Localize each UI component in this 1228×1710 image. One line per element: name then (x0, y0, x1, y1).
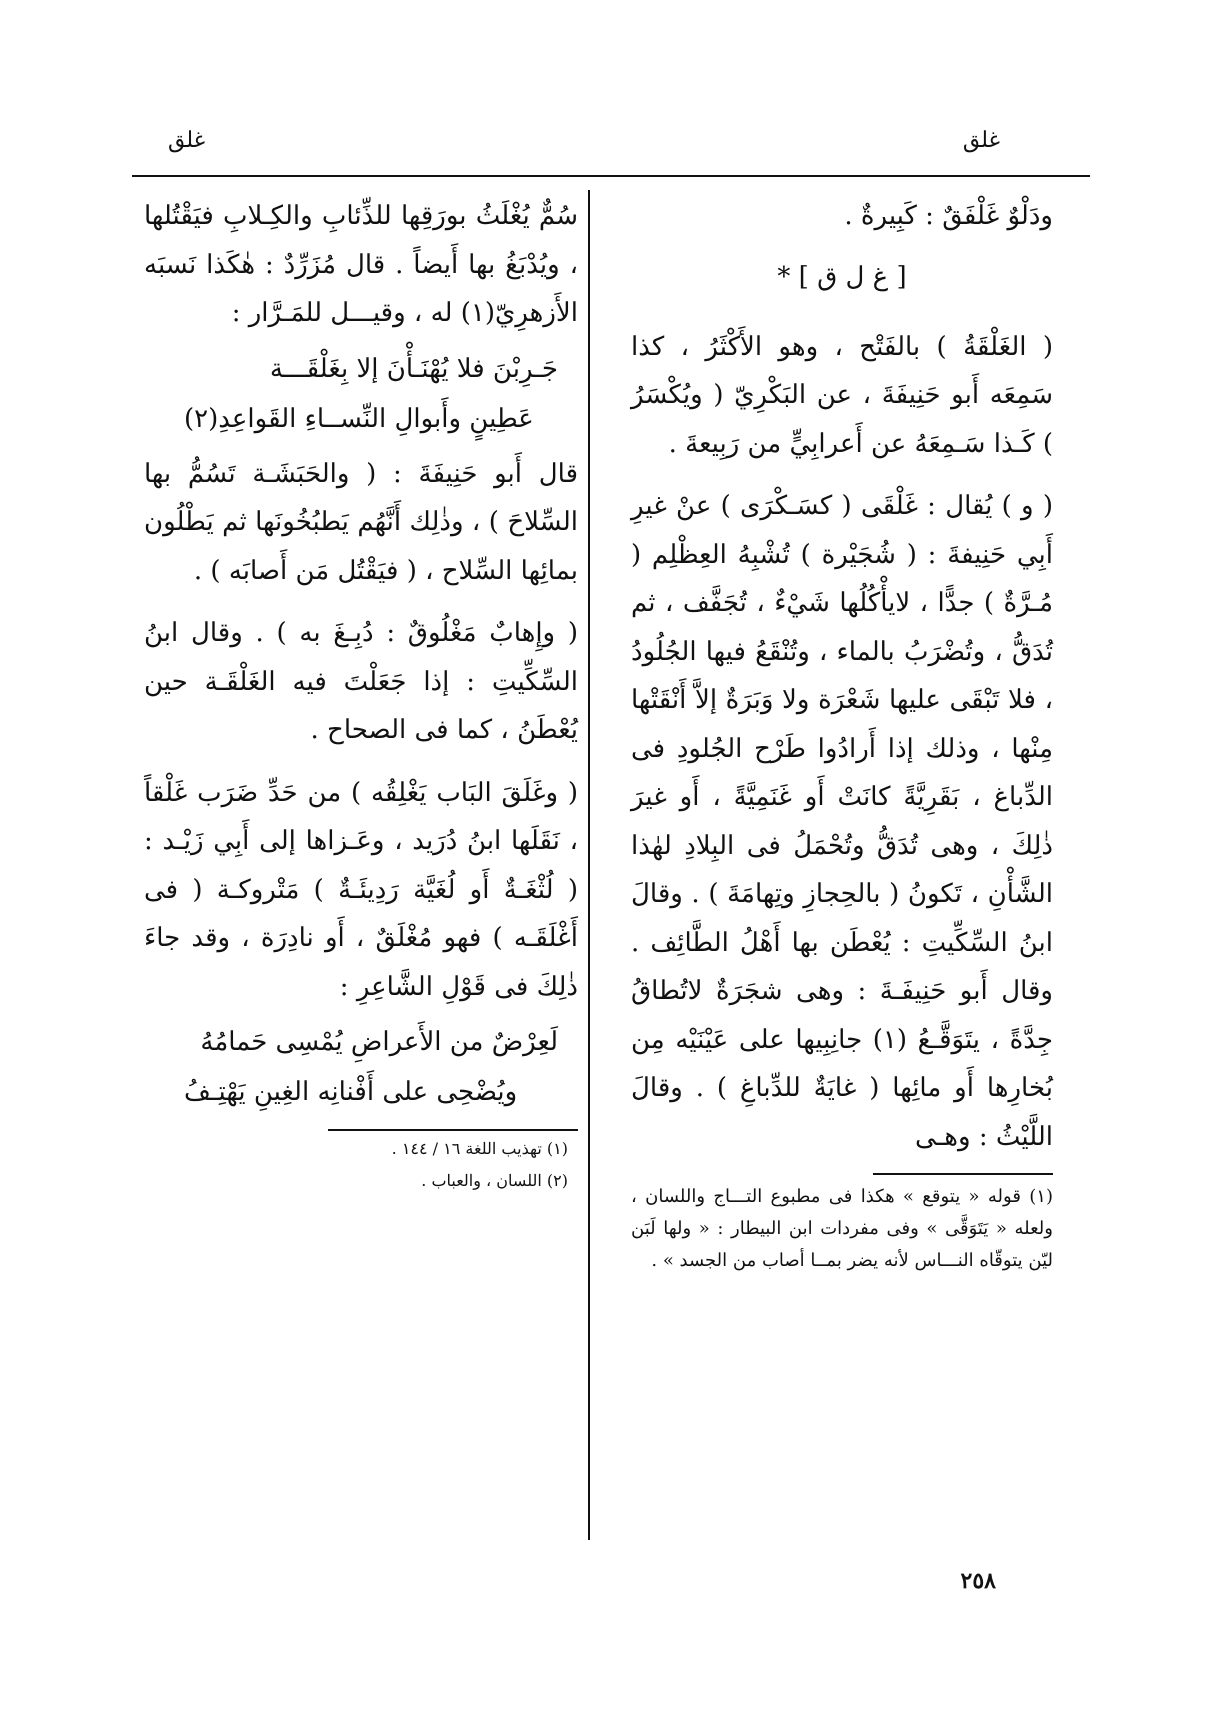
verse-hemistich-1: لَعِرْضٌ من الأَعراضِ يُمْسِى حَمامُهُ (200, 1027, 558, 1057)
left-column (144, 192, 578, 1195)
verse-hemistich-2: عَطِينٍ وأَبوالِ النِّســاءِ القَواعِدِ(٢) (184, 403, 534, 434)
entry-tail-line: ودَلْوٌ غَلْفَقٌ : كَبِيرةٌ . (844, 201, 1053, 231)
footnote-rule (873, 1173, 1053, 1175)
column-divider (588, 190, 590, 1540)
footnote-rule (328, 1129, 578, 1131)
verse (144, 344, 578, 444)
paragraph: ( و ) يُقال : غَلْقَى ( كسَـكْرَى ) عنْ غيرِ أَبِي حَنِيفةَ : ( شُجَيْرة ) تُشْبِهُ العِظْلِم ( مُـرَّةٌ ) جدًّا ، لايأْكُلُها شَيْءٌ ، تُجَفَّف ، ثم تُدَقُّ ، وتُضْرَبُ بالماء ، وتُنْقَعُ فيها الجُلُودُ ، فلا تَبْقَى عليها شَعْرَة ولا وَبَرَةٌ إلاَّ أَنْقَتْها مِنْها ، وذلك إذا أَرادُوا طَرْح الجُلودِ فى الدِّباغ ، بَقَرِيَّةً كانَتْ أَو غَنَمِيَّةً ، أَو غيرَ ذٰلِكَ ، وهى تُدَقُّ وتُحْمَلُ فى البِلادِ لهٰذا الشَّأْنِ ، تَكونُ ( بالحِجازِ وتِهامَةَ ) . وقالَ ابنُ السِّكِّيتِ : يُعْطَن بها أَهْلُ الطَّائِف . وقال أَبو حَنِيفَـةَ : وهى شجَرَةٌ لاتُطاقُ جِدَّةً ، يتَوَقَّـعُ (١) جانِبِيها على عَيْنَيْه مِن بُخارِها أَو مائِها ( غايَةٌ للدِّباغِ ) . وقالَ اللَّيْثُ : وهـى (631, 491, 1053, 1152)
verse (144, 1017, 578, 1117)
running-header-left: غلق (168, 128, 206, 153)
footnote: (١) قوله « يتوقع » هكذا فى مطبوع التـــاج واللسان ، ولعله « يَتَوَقَّى » وفى مفردات ابن البيطار : « ولها لَبَن ليّن يتوقّاه النـــاس لأنه يضر بمــا أصاب من الجسد » . (631, 1186, 1053, 1271)
verse-hemistich-2: ويُضْحِى على أَفْنانِه الغِينِ يَهْتِـفُ (184, 1077, 518, 1107)
paragraph: ( الغَلْقَةُ ) بالفَتْح ، وهو الأَكْثَرُ ، كذا سَمِعَه أَبو حَنِيفَةَ ، عن البَكْرِيّ ( ويُكْسَرُ ) كَـذا سَـمِعَهُ عن أَعرابِيٍّ من رَبِيعةَ . (631, 331, 1053, 459)
running-header-right: غلق (962, 128, 1000, 153)
paragraph: قال أَبو حَنِيفَةَ : ( والحَبَشَـة تَسُمُّ بها السِّلاحَ ) ، وذٰلِك أَنَّهُم يَطبُخُونَها ثم يَطْلُون بمائِها السِّلاح ، ( فيَقْتُل مَن أَصابَه ) . (144, 458, 578, 586)
verse-hemistich-1: جَـرِبْنَ فلا يُهْنَـأْنَ إلا بِغَلْقَـــة (269, 353, 558, 384)
paragraph: سُمٌّ يُغْلَثُ بورَقِها للذِّئابِ والكِـلابِ فيَقْتُلها ، ويُدْبَغُ بها أَيضاً . قال مُزَرِّدٌ : هٰكَذا نَسبَه الأَزهرِيّ(١) له ، وقيـــل للمَـرَّار : (144, 201, 578, 328)
entry-root-heading: [ غ ل ق ] * (777, 261, 907, 292)
paragraph: ( وإِهابٌ مَغْلُوقٌ : دُبِـغَ به ) . وقال ابنُ السِّكِّيتِ : إذا جَعَلْتَ فيه الغَلْقَـة حين يُعْطَنُ ، كما فى الصحاح . (144, 618, 578, 745)
footnote: (٢) اللسان ، والعباب . (421, 1171, 568, 1190)
paragraph: ( وغَلَقَ البَاب يَغْلِقُه ) من حَدِّ ضَرَب غَلْقاً ، نَقَلَها ابنُ دُرَيد ، وعَـزاها إلى أَبِي زَيْـد : ( لُثْغَـةٌ أَو لُغَيَّة رَدِيئَـةٌ ) مَتْروكـة ( فى أَغْلَقَـه ) فهو مُغْلَقٌ ، أَو نادِرَة ، وقد جاءَ ذٰلِكَ فى قَوْلِ الشَّاعِرِ : (144, 777, 578, 1002)
footnote: (١) تهذيب اللغة ١٦ / ١٤٤ . (391, 1139, 568, 1158)
page-number: ٢٥٨ (960, 1568, 996, 1594)
header-rule (132, 175, 1090, 177)
right-column (631, 192, 1053, 1277)
